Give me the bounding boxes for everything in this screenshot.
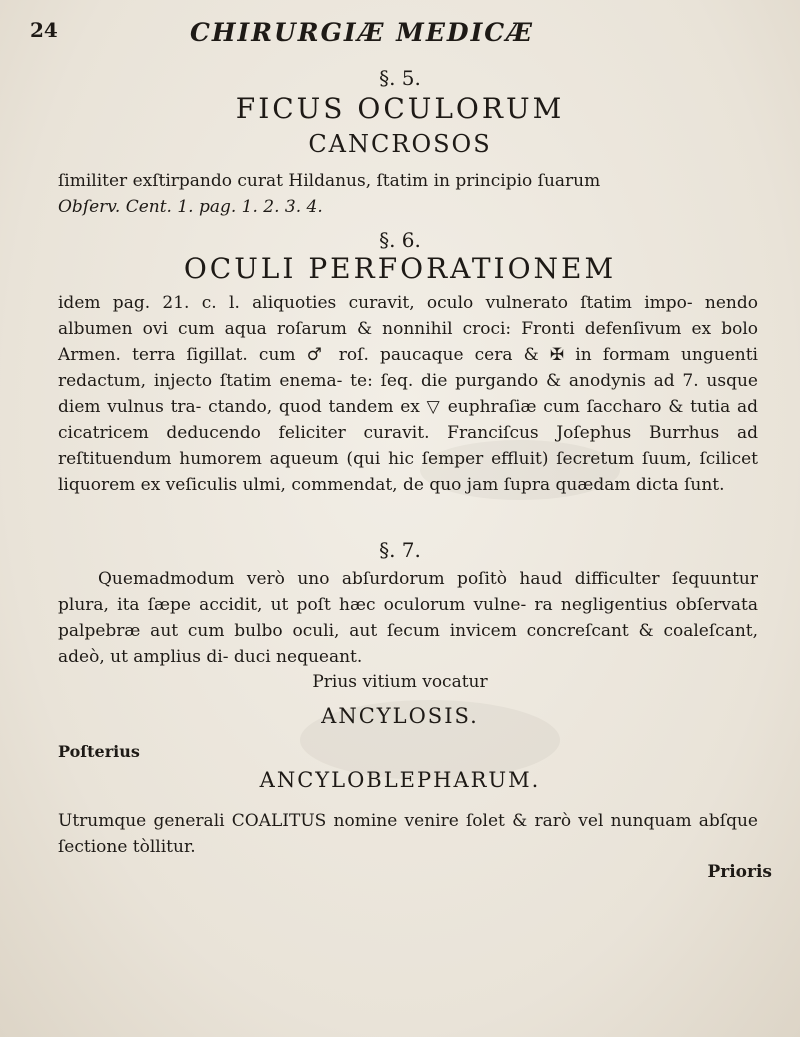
text-line: Obſerv. Cent. 1. pag. 1. 2. 3. 4. <box>58 197 323 217</box>
prius-line: Prius vitium vocatur <box>312 672 488 692</box>
page-number: 24 <box>30 18 58 42</box>
section-title: OCULI PERFORATIONEM <box>183 252 617 285</box>
section5-text <box>58 168 758 220</box>
posterius-label: Poſterius <box>58 742 140 761</box>
paragraph: Utrumque generali COALITUS nomine venire ſolet & rarò vel nunquam abſque ſectione tòllitur. <box>58 811 758 857</box>
section-number: §. 7. <box>379 538 421 562</box>
text-line: ſimiliter exſtirpando curat Hildanus, ſtatim in principio ſuarum <box>58 171 601 191</box>
section-subtitle: CANCROSOS <box>308 130 492 158</box>
section6-text <box>58 290 758 498</box>
section7-text <box>58 566 758 670</box>
catchword: Prioris <box>707 862 772 882</box>
section-number: §. 6. <box>379 228 421 252</box>
page-header <box>30 18 770 58</box>
paragraph: idem pag. 21. c. l. aliquoties curavit, oculo vulnerato ſtatim impo- nendo albumen ovi cum aqua roſarum & nonnihil croci: Fronti defenſivum ex bolo Armen. terra ſigillat. cum ♂ roſ. paucaque cera & ✠ in formam unguenti redactum, injecto ſtatim enema- te: ſeq. die purgando & anodynis ad 7. usque diem vulnus tra- ctando, quod tandem ex ▽ euphraſiæ cum ſaccharo & tutia ad cicatricem deducendo feliciter curavit. Franciſcus Joſephus Burrhus ad reſtituendum humorem aqueum (qui hic ſemper effluit) ſecretum ſuum, ſcilicet liquorem ex veſiculis ulmi, commendat, de quo jam ſupra quædam dicta ſunt. <box>58 293 758 495</box>
paragraph: Quemadmodum verò uno abſurdorum poſitò haud difficulter ſequuntur plura, ita ſæpe accidit, ut poſt hæc oculorum vulne- ra negligentius obſervata palpebræ aut cum bulbo oculi, aut ſecum invicem concreſcant & coaleſcant, adeò, ut amplius di- duci nequeant. <box>58 569 758 667</box>
section-title: FICUS OCULORUM <box>235 92 565 125</box>
section-number: §. 5. <box>379 66 421 90</box>
term-ancyloblepharum: ANCYLOBLEPHARUM. <box>259 768 541 792</box>
running-title: CHIRURGIÆ MEDICÆ <box>190 18 535 47</box>
closing-text <box>58 808 758 860</box>
term-ancylosis: ANCYLOSIS. <box>321 704 479 728</box>
